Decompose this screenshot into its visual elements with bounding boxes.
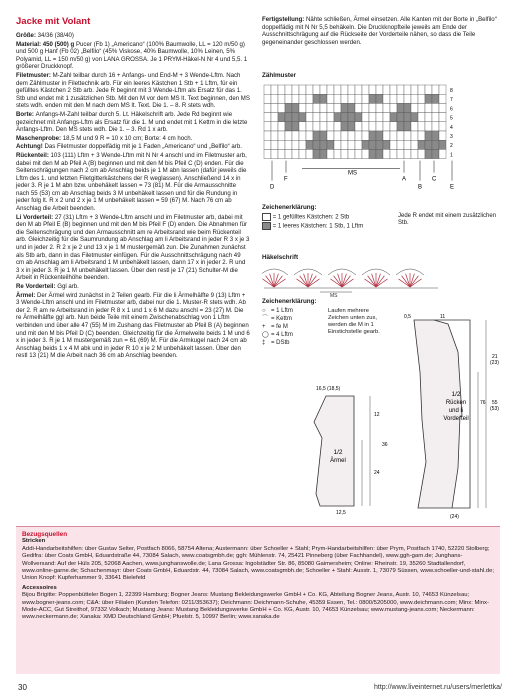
chart-cell bbox=[341, 94, 348, 103]
accessoires-head: Accessoires bbox=[22, 584, 57, 591]
chart-cell bbox=[383, 85, 390, 94]
svg-text:55: 55 bbox=[492, 400, 498, 406]
chart-cell bbox=[278, 131, 285, 140]
body-label-4: Vorderteil bbox=[443, 416, 469, 422]
chart-cell bbox=[327, 149, 334, 158]
crochet-key bbox=[262, 298, 412, 347]
chart-cell bbox=[299, 85, 306, 94]
chart-row-number: 3 bbox=[450, 134, 453, 140]
chart-cell bbox=[334, 122, 341, 131]
chart-marker: E bbox=[450, 184, 455, 191]
chart-row-number: 5 bbox=[450, 115, 453, 122]
chart-cell bbox=[397, 131, 404, 140]
chart-cell bbox=[369, 113, 376, 122]
counting-chart-block bbox=[262, 72, 500, 204]
chart-cell bbox=[383, 149, 390, 158]
chart-cell bbox=[292, 85, 299, 94]
chart-cell bbox=[313, 85, 320, 94]
chart-cell bbox=[278, 140, 285, 149]
chart-cell bbox=[292, 149, 299, 158]
chart-cell bbox=[348, 149, 355, 158]
chart-cell bbox=[418, 140, 425, 149]
chart-cell bbox=[334, 149, 341, 158]
key2-item: ○= 1 Lftm bbox=[262, 308, 293, 314]
chart-cell bbox=[369, 140, 376, 149]
chart-cell bbox=[369, 85, 376, 94]
svg-text:76: 76 bbox=[480, 400, 486, 406]
chart-key bbox=[262, 204, 500, 233]
chart-cell bbox=[348, 94, 355, 103]
chart-marker: B bbox=[418, 184, 423, 191]
chart-cell bbox=[425, 113, 432, 122]
chart-cell bbox=[397, 113, 404, 122]
chart-cell bbox=[376, 140, 383, 149]
paragraph-9: Ärmel: Der Ärmel wird zunächst in 2 Teilen gearb. Für die li Ärmelhälfte 9 (13) Lftm + 3 Wende-Lftm anschl und im Filetmuster arb, dabei nur die 1. Muster-R stets wdh. Ab der 2. R am re Arbeitsrand in jeder R 8 x 1 und 1 x 6 M dazu anschl = 23 (27) M. Die re Ärmelhälfte ggl arb. Nun beide Teile mit einem Zwischenabschlag von 1 Lftm verbinden und über alle 47 (55) M im Zushang das Filetmuster ab Pfeil B (A) beginnen und mit den M bis Pfeil D (C) beenden. Gleichzeitig für die Ärmelweite beids 1 M und 6 x in jeder 3. R je 1 M mustergemäß zun = 61 (69) M. Für die Armkugel nach 24 cm ab Anschlag beids 1 x 4 M abk und in jeder R 10 x je 2 M unbehäkelt lassen. Über den restl 13 (21) M die Arbeit nach 36 cm ab Anschlag beenden. bbox=[16, 291, 250, 360]
body-label-3: und li bbox=[448, 408, 464, 414]
chart-cell bbox=[411, 140, 418, 149]
chart-cell bbox=[432, 122, 439, 131]
chart-cell bbox=[390, 149, 397, 158]
chart-cell bbox=[439, 149, 446, 158]
svg-text:24: 24 bbox=[374, 470, 380, 476]
chart-cell bbox=[390, 85, 397, 94]
chart-cell bbox=[306, 149, 313, 158]
chart-cell bbox=[264, 103, 271, 112]
chart-cell bbox=[348, 85, 355, 94]
sleeve-label-2: Ärmel bbox=[330, 458, 346, 464]
chart-cell bbox=[404, 140, 411, 149]
paragraph-7: Li Vorderteil: 27 (31) Lftm + 3 Wende-Lftm anschl und im Filetmuster arb, dabei mit den M ab Pfeil E (B) beginnen und mit den M bis Pfeil F (D) enden. Die Abnahmen für die Seitenschrägung und den Armausschnitt am re Arbeitsrand wie beim Rückenteil arb. Gleichzeitig für die Saumrundung ab Anschlag am li Arbeitsrand in jeder R 3 x je 3 und in jeder 2. R 2 x je 2 und 13 x je 1 M mustergemäß zun. Die Zunahmen zunächst als Stb arb, dann in das Filetmuster einfügen. Für die Ausschnittschrägung nach 49 cm ab Anschlag am li Arbeitsrand 1 M unbehäkelt lassen, dann 17 x in jeder 2. R und 3 x in jeder 3. R je 1 M unbehäkelt lassen. Über den restl je 17 (21) Schulter-M die Arbeit in Rückenteilhöhe beenden. bbox=[16, 213, 250, 282]
chart-cell bbox=[278, 122, 285, 131]
chart-cell bbox=[376, 149, 383, 158]
stitch-symbol-icon: + bbox=[262, 324, 266, 330]
key2-item: ◯= 4 Lftm bbox=[262, 332, 293, 338]
chart-marker: F bbox=[284, 176, 288, 183]
chart-cell bbox=[376, 113, 383, 122]
chart-cell bbox=[355, 85, 362, 94]
chart-cell bbox=[376, 122, 383, 131]
key-title: Zeichenerklärung: bbox=[262, 204, 317, 211]
chart-cell bbox=[439, 85, 446, 94]
stitch-symbol-icon: ○ bbox=[262, 308, 266, 314]
svg-text:0,5: 0,5 bbox=[404, 314, 411, 320]
chart-cell bbox=[327, 113, 334, 122]
chart-cell bbox=[341, 122, 348, 131]
filled-square-icon bbox=[262, 222, 271, 230]
chart-cell bbox=[278, 113, 285, 122]
chart-cell bbox=[271, 140, 278, 149]
chart-cell bbox=[411, 131, 418, 140]
body-label-2: Rücken bbox=[445, 400, 467, 406]
chart-cell bbox=[390, 140, 397, 149]
chart-cell bbox=[425, 131, 432, 140]
paragraph-8: Re Vorderteil: Ggl arb. bbox=[16, 283, 79, 290]
chart-cell bbox=[348, 131, 355, 140]
chart-row-number: 7 bbox=[450, 97, 453, 104]
chart-cell bbox=[383, 140, 390, 149]
stricken-head: Stricken bbox=[22, 538, 46, 545]
stitch-symbol-icon: ⌒ bbox=[262, 316, 269, 322]
chart-cell bbox=[299, 140, 306, 149]
chart-cell bbox=[299, 149, 306, 158]
sleeve-schematic bbox=[296, 376, 396, 516]
chart-row-number: 2 bbox=[450, 143, 453, 150]
chart-cell bbox=[432, 113, 439, 122]
chart-cell bbox=[376, 103, 383, 112]
chart-cell bbox=[320, 149, 327, 158]
chart-cell bbox=[285, 131, 292, 140]
chart-cell bbox=[383, 113, 390, 122]
chart-cell bbox=[334, 94, 341, 103]
key-empty: = 1 leeres Kästchen: 1 Stb, 1 Lftm bbox=[262, 222, 363, 231]
key2-item: += fe M bbox=[262, 324, 288, 330]
chart-cell bbox=[369, 131, 376, 140]
chart-cell bbox=[439, 122, 446, 131]
chart-cell bbox=[271, 149, 278, 158]
chart-cell bbox=[341, 85, 348, 94]
chart-cell bbox=[292, 94, 299, 103]
chart-cell bbox=[327, 131, 334, 140]
chart-cell bbox=[306, 140, 313, 149]
chart-cell bbox=[299, 94, 306, 103]
chart-cell bbox=[362, 149, 369, 158]
sources-box bbox=[16, 526, 500, 674]
chart-cell bbox=[404, 149, 411, 158]
chart-cell bbox=[390, 122, 397, 131]
chart-cell bbox=[369, 122, 376, 131]
svg-text:36: 36 bbox=[382, 442, 388, 448]
chart-cell bbox=[320, 113, 327, 122]
chart-cell bbox=[404, 85, 411, 94]
chart-cell bbox=[320, 94, 327, 103]
chart-cell bbox=[348, 113, 355, 122]
key2-note: Laufen mehrere Zeichen unten zus, werden die M in 1 Einstichstelle gearb. bbox=[328, 308, 380, 335]
watermark: http://www.liveinternet.ru/users/merlettka/ bbox=[374, 684, 502, 691]
chart-cell bbox=[397, 149, 404, 158]
chart-cell bbox=[411, 94, 418, 103]
chart-cell bbox=[306, 85, 313, 94]
stricken-text: Addi-Handarbeitshilfen: über Gustav Selter, Postfach 8066, 58754 Altena; Austermann: über Schoeller + Stahl; Prym-Handarbeitshilfen: über Prym, Postfach 1740, 52220 Stolberg; Gedifra: über Coats GmbH, Eduardstraße 44, 73084 Salach, www.coatsgmbh.de; ggh: Mühlenstr. 74, 25421 Pinneberg (über Fachhandel), www.ggh-garn.de; Junghans-Wollversand: Auf der Hüls 205, 52068 Aachen, www.junghanswolle.de; Lana Grossa: Ingolstädter Str. 86, 85080 Gaimersheim; Online: Rheinstr. 19, 35260 Stadtallendorf, www.online-garne.de; Schachenmayr: über Coats GmbH, Eduardstr. 44, 73084 Salach, www.coatsgmbh.de; Schoeller + Stahl: Ausstr. 1, 73079 Süssen, www.schoeller-und-stahl.de; Union Knopf: Kupferhammer 9, 33641 Bielefeld bbox=[22, 545, 494, 582]
chart-cell bbox=[285, 149, 292, 158]
page-title: Jacke mit Volant bbox=[16, 16, 91, 27]
chart-cell bbox=[404, 131, 411, 140]
chart-cell bbox=[341, 103, 348, 112]
body-schematic bbox=[400, 312, 508, 522]
chart-cell bbox=[418, 94, 425, 103]
chart-cell bbox=[320, 85, 327, 94]
chart-marker: MS bbox=[348, 170, 357, 177]
accessoires-text: Bijou Brigitte: Poppenbütteler Bogen 1, 22399 Hamburg; Bogner Jeans: Mustang Bekleidungswerke GmbH + Co. KG, Abteilung Bogner Jeans, Austr. 10, 74653 Künzelsau; www.bogner-jeans.com; C&A: über Filialen (Kunden Telefon: 0211/353637); Deichmann: Deichmann-Schuhe, 45359 Essen, Tel.: 0800/5205000, www.deichmann.com; Minx: Minx-Mode-ACC, Gut Streithof, 97332 Volkach; Mustang Jeans: Mustang Bekleidungswerke GmbH + Co. KG, Austr. 10, 74653 Künzelsau; www.mustang-jeans.com; Neckermann: www.neckermann.de; Xanaka: XMD Deutschland GmbH; Pfuelstr. 5, 10997 Berlin; www.xanaka.de bbox=[22, 592, 489, 621]
key-filled: = 1 gefülltes Kästchen: 2 Stb bbox=[262, 213, 349, 222]
svg-text:11: 11 bbox=[440, 314, 446, 320]
chart-cell bbox=[327, 94, 334, 103]
chart-cell bbox=[439, 131, 446, 140]
finishing-paragraph: Fertigstellung: Nähte schließen, Ärmel einsetzen. Alle Kanten mit der Borte in „Belfilo“ doppelfädig mit N Nr 5,5 behäkeln. Die Druckknopfteile jeweils am Ende der Ausschnittschrägung auf die Rückseite der Vorderteile nähen, so dass die Teile gegeneinander geschlossen werden. bbox=[262, 16, 497, 46]
empty-square-icon bbox=[262, 213, 271, 221]
chart-cell bbox=[376, 94, 383, 103]
svg-text:21: 21 bbox=[492, 354, 498, 360]
chart-cell bbox=[271, 85, 278, 94]
chart-cell bbox=[320, 122, 327, 131]
paragraph-3: Borte: Anfangs-M-Zahl teilbar durch 5. Lt. Häkelschrift arb. Jede Rd beginnt wie gezeichnet mit Anfangs-Lftm als Ersatz für die 1. M und endet mit 1 Kettm in die letzte Anfangs-Lftm. Den MS stets wdh. Die 1. – 3. Rd 1 x arb. bbox=[16, 110, 248, 134]
chart-marker: D bbox=[270, 184, 275, 191]
chart-cell bbox=[376, 131, 383, 140]
chart-cell bbox=[355, 140, 362, 149]
chart-cell bbox=[362, 131, 369, 140]
chart-cell bbox=[299, 131, 306, 140]
chart-row-number: 4 bbox=[450, 124, 453, 131]
chart-cell bbox=[306, 103, 313, 112]
chart-cell bbox=[404, 103, 411, 112]
svg-text:(53): (53) bbox=[490, 406, 499, 412]
chart-cell bbox=[264, 113, 271, 122]
paragraph-0: Größe: 34/36 (38/40) bbox=[16, 32, 74, 39]
chart-cell bbox=[439, 140, 446, 149]
instructions-text bbox=[16, 32, 250, 360]
chart-cell bbox=[271, 122, 278, 131]
chart-cell bbox=[292, 113, 299, 122]
chart-cell bbox=[327, 103, 334, 112]
chart-marker: A bbox=[402, 176, 407, 183]
chart-cell bbox=[320, 131, 327, 140]
chart-cell bbox=[425, 85, 432, 94]
chart-cell bbox=[292, 131, 299, 140]
page-number: 30 bbox=[18, 683, 27, 692]
chart-cell bbox=[418, 103, 425, 112]
chart-cell bbox=[292, 103, 299, 112]
paragraph-5: Achtung! Das Filetmuster doppelfädig mit je 1 Faden „Americano“ und „Belfilo“ arb. bbox=[16, 143, 242, 151]
chart-cell bbox=[418, 149, 425, 158]
chart-cell bbox=[334, 113, 341, 122]
chart-cell bbox=[278, 85, 285, 94]
chart-marker: C bbox=[432, 176, 437, 183]
chart-cell bbox=[418, 122, 425, 131]
chart-cell bbox=[411, 85, 418, 94]
chart-cell bbox=[271, 103, 278, 112]
chart-cell bbox=[362, 85, 369, 94]
sources-title: Bezugsquellen bbox=[22, 531, 68, 538]
chart-cell bbox=[264, 94, 271, 103]
chart-title: Zählmuster bbox=[262, 72, 296, 79]
crochet-title: Häkelschrift bbox=[262, 254, 299, 261]
svg-text:(24): (24) bbox=[450, 514, 459, 520]
chart-cell bbox=[278, 149, 285, 158]
chart-cell bbox=[418, 113, 425, 122]
chart-cell bbox=[285, 122, 292, 131]
chart-cell bbox=[306, 122, 313, 131]
chart-cell bbox=[334, 140, 341, 149]
chart-cell bbox=[425, 103, 432, 112]
right-column bbox=[262, 16, 500, 47]
paragraph-4: Maschenprobe: 18,5 M und 9 R = 10 x 10 cm; Borte: 4 cm hoch. bbox=[16, 134, 193, 142]
chart-cell bbox=[369, 103, 376, 112]
chart-cell bbox=[299, 103, 306, 112]
chart-cell bbox=[285, 103, 292, 112]
chart-cell bbox=[334, 85, 341, 94]
svg-text:(23): (23) bbox=[490, 360, 499, 366]
chart-cell bbox=[362, 103, 369, 112]
chart-cell bbox=[278, 94, 285, 103]
chart-cell bbox=[369, 94, 376, 103]
key2-title: Zeichenerklärung: bbox=[262, 298, 317, 305]
chart-cell bbox=[264, 122, 271, 131]
chart-cell bbox=[334, 103, 341, 112]
key-note: Jede R endet mit einem zusätzlichen Stb. bbox=[398, 213, 497, 226]
crochet-diagram bbox=[262, 261, 462, 299]
chart-cell bbox=[264, 85, 271, 94]
chart-cell bbox=[355, 131, 362, 140]
chart-cell bbox=[355, 103, 362, 112]
chart-cell bbox=[348, 122, 355, 131]
chart-cell bbox=[376, 85, 383, 94]
chart-cell bbox=[362, 113, 369, 122]
chart-cell bbox=[313, 94, 320, 103]
paragraph-6: Rückenteil: 103 (111) Lftm + 3 Wende-Lftm mit N Nr 4 anschl und im Filetmuster arb, dabei mit den M ab Pfeil A (B) beginnen und mit den M bis Pfeil C (D) enden. Für die Seitenschrägungen nach 2 cm ab Anschlag beids je 1 M abn lassen (dafür jeweils die Lftm des 1. und letzten Filetgitterkästchens der R weglassen). Anschließend 14 x in jeder 3. R je 1 M abn bzw. unbehäkelt lassen = 73 (81) M. Für die Armausschnitte nach 55 (53) cm ab Anschlag beids 3 M unbehäkelt lassen und für die Rundung in jeder folg lt. R x 2 und 2 x je 1 M unbehäkelt lassen = 59 (67) M. Nach 76 cm ab Anschlag die Arbeit beenden. bbox=[16, 151, 247, 213]
paragraph-2: Filetmuster: M-Zahl teilbar durch 16 + Anfangs- und End-M + 3 Wende-Lftm. Nach dem Zählmuster in Filettechnik arb. Für ein leeres Kästchen 1 Stb + 1 Lftm, für ein gefülltes Kästchen 2 Stb arb. Jede R beginnt mit 3 Wende-Lftm als Ersatz für das 1. Stb und endet mit 1 zusätzlichen Stb. Mit den M vor dem MS lt. Text beginnen, den MS stets wdh. enden mit den M nach dem MS lt. Text. Die 1. – 8. R stets wdh. bbox=[16, 71, 250, 110]
chart-cell bbox=[404, 94, 411, 103]
chart-cell bbox=[348, 103, 355, 112]
chart-cell bbox=[425, 94, 432, 103]
chart-cell bbox=[404, 113, 411, 122]
chart-cell bbox=[397, 85, 404, 94]
chart-cell bbox=[341, 149, 348, 158]
chart-cell bbox=[390, 113, 397, 122]
left-column bbox=[16, 16, 250, 361]
chart-cell bbox=[425, 122, 432, 131]
chart-cell bbox=[439, 113, 446, 122]
chart-cell bbox=[292, 122, 299, 131]
chart-cell bbox=[341, 113, 348, 122]
chart-cell bbox=[271, 94, 278, 103]
chart-cell bbox=[313, 140, 320, 149]
chart-cell bbox=[264, 140, 271, 149]
chart-cell bbox=[313, 131, 320, 140]
chart-cell bbox=[411, 103, 418, 112]
chart-cell bbox=[362, 94, 369, 103]
chart-cell bbox=[432, 131, 439, 140]
chart-cell bbox=[306, 94, 313, 103]
chart-cell bbox=[425, 149, 432, 158]
chart-cell bbox=[285, 94, 292, 103]
svg-text:16,5 (18,5): 16,5 (18,5) bbox=[316, 386, 341, 392]
chart-cell bbox=[292, 140, 299, 149]
chart-cell bbox=[320, 103, 327, 112]
chart-cell bbox=[341, 140, 348, 149]
chart-cell bbox=[383, 103, 390, 112]
chart-cell bbox=[390, 94, 397, 103]
chart-row-number: 1 bbox=[450, 152, 453, 159]
chart-cell bbox=[264, 149, 271, 158]
paragraph-1: Material: 450 (500) g Pucer (Fb 1) „Americano“ (100% Baumwolle, LL = 120 m/50 g) und 500 g Hanf (Fb 02) „Belfilo“ (45% Viskose, 40% Baumwolle, 10% Leinen, 5% Polyamid, LL = 150 m/50 g) von LANA GROSSA. Je 1 PRYM-Häkel-N Nr 4 und 5,5. 1 größerer Druckknopf. bbox=[16, 40, 248, 71]
chart-cell bbox=[411, 149, 418, 158]
chart-cell bbox=[411, 113, 418, 122]
chart-cell bbox=[397, 122, 404, 131]
chart-cell bbox=[425, 140, 432, 149]
chart-cell bbox=[432, 140, 439, 149]
key2-item: ‡= DStb bbox=[262, 340, 290, 346]
chart-cell bbox=[341, 131, 348, 140]
crochet-chart-block bbox=[262, 254, 462, 304]
svg-text:12,5: 12,5 bbox=[336, 510, 346, 516]
counting-chart bbox=[262, 79, 500, 199]
chart-cell bbox=[369, 149, 376, 158]
chart-cell bbox=[313, 113, 320, 122]
svg-text:12: 12 bbox=[374, 412, 380, 418]
chart-cell bbox=[432, 103, 439, 112]
chart-cell bbox=[404, 122, 411, 131]
chart-cell bbox=[285, 113, 292, 122]
chart-cell bbox=[313, 122, 320, 131]
chart-cell bbox=[306, 131, 313, 140]
chart-row-number: 8 bbox=[450, 88, 453, 94]
chart-cell bbox=[285, 85, 292, 94]
chart-cell bbox=[299, 113, 306, 122]
chart-cell bbox=[313, 149, 320, 158]
chart-cell bbox=[397, 94, 404, 103]
chart-cell bbox=[362, 140, 369, 149]
chart-cell bbox=[327, 85, 334, 94]
chart-cell bbox=[285, 140, 292, 149]
chart-cell bbox=[432, 149, 439, 158]
chart-cell bbox=[439, 103, 446, 112]
chart-cell bbox=[313, 103, 320, 112]
chart-cell bbox=[306, 113, 313, 122]
chart-cell bbox=[278, 103, 285, 112]
chart-cell bbox=[334, 131, 341, 140]
chart-row-number: 6 bbox=[450, 106, 453, 113]
chart-cell bbox=[397, 140, 404, 149]
chart-cell bbox=[264, 131, 271, 140]
chart-cell bbox=[432, 94, 439, 103]
chart-cell bbox=[411, 122, 418, 131]
chart-cell bbox=[327, 122, 334, 131]
chart-cell bbox=[397, 103, 404, 112]
chart-cell bbox=[383, 131, 390, 140]
chart-cell bbox=[439, 94, 446, 103]
chart-cell bbox=[432, 85, 439, 94]
chart-cell bbox=[390, 103, 397, 112]
chart-cell bbox=[320, 140, 327, 149]
chart-cell bbox=[271, 131, 278, 140]
chart-cell bbox=[348, 140, 355, 149]
sleeve-label-1: 1/2 bbox=[333, 449, 343, 456]
stitch-symbol-icon: ◯ bbox=[262, 332, 269, 338]
stitch-symbol-icon: ‡ bbox=[262, 340, 266, 346]
chart-cell bbox=[418, 131, 425, 140]
body-label-1: 1/2 bbox=[451, 391, 461, 398]
chart-cell bbox=[327, 140, 334, 149]
chart-cell bbox=[418, 85, 425, 94]
key2-item: ⌒= Kettm bbox=[262, 316, 292, 322]
chart-cell bbox=[355, 113, 362, 122]
chart-cell bbox=[390, 131, 397, 140]
chart-cell bbox=[355, 94, 362, 103]
chart-cell bbox=[383, 122, 390, 131]
chart-cell bbox=[383, 94, 390, 103]
crochet-ms: MS bbox=[330, 293, 338, 299]
chart-cell bbox=[362, 122, 369, 131]
chart-cell bbox=[355, 122, 362, 131]
chart-cell bbox=[355, 149, 362, 158]
chart-cell bbox=[271, 113, 278, 122]
chart-cell bbox=[299, 122, 306, 131]
